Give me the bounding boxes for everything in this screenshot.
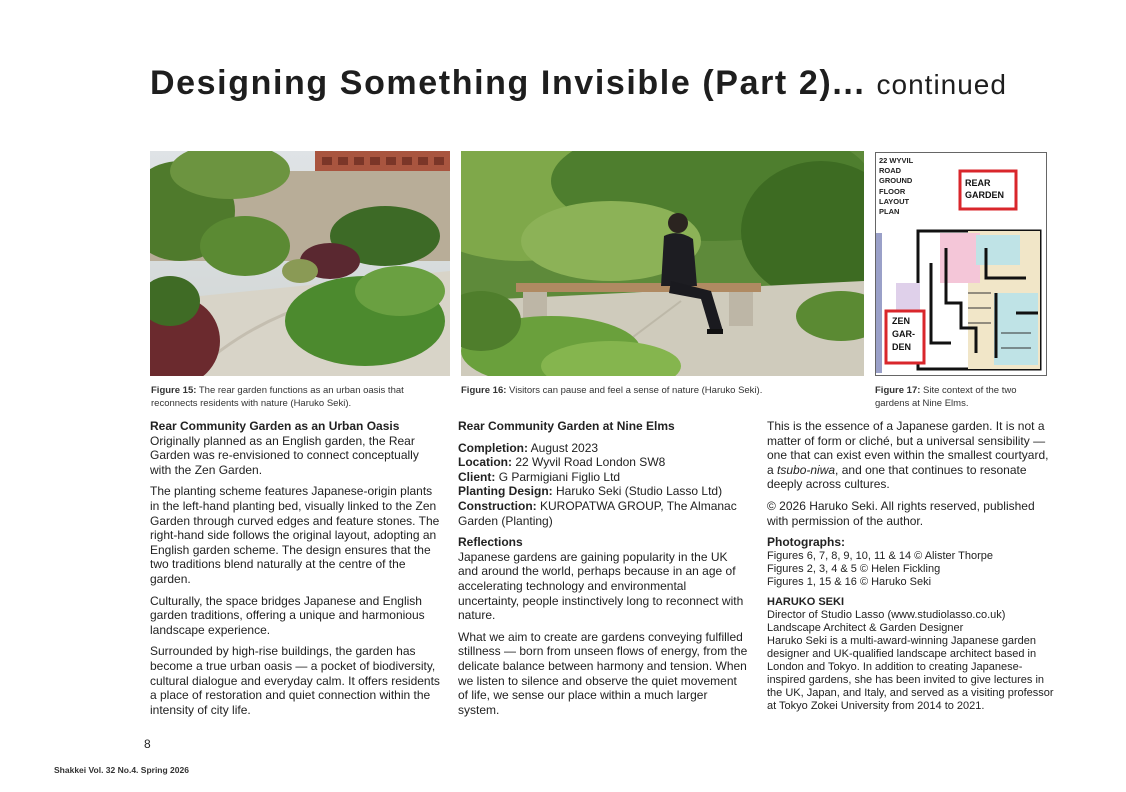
plan-title-line: GROUND <box>879 176 913 186</box>
author-name: HARUKO SEKI <box>767 595 845 608</box>
paragraph: Originally planned as an English garden, the Rear Garden was re-envisioned to connect conceptually with the Zen Garden. <box>150 433 419 477</box>
title-suffix: continued <box>876 69 1007 100</box>
figure-16-caption <box>461 385 861 398</box>
page-title <box>150 64 1007 103</box>
planting-row <box>458 484 748 499</box>
planting-label: Planting Design: <box>458 484 553 499</box>
location-value: 22 Wyvil Road London SW8 <box>515 455 666 470</box>
plan-title-line: ROAD <box>879 166 902 176</box>
photo-credit: Figures 2, 3, 4 & 5 © Helen Fickling <box>767 562 941 575</box>
author-bio: Haruko Seki is a multi-award-winning Japanese garden designer and UK-qualified landscape architect based in London and Tokyo. In addition to creating Japanese-inspired gardens, she has been invited to give lectures in the UK, Japan, and Italy, and served as a visiting professor at Tokyo Zokei University from 2014 to 2021. <box>767 634 1054 712</box>
construction-label: Construction: <box>458 498 537 513</box>
zen-garden-label-line: ZEN <box>892 316 910 326</box>
paragraph: Japanese gardens are gaining popularity in the UK and around the world, perhaps because in an age of accelerating technology and environmental uncertainty, people instinctively long to reconnect with nature. <box>458 549 744 623</box>
plan-title-line: PLAN <box>879 207 900 217</box>
paragraph: The planting scheme features Japanese-origin plants in the left-hand planting bed, visually linked to the Zen Garden through curved edges and feature stones. The right-hand side follows the original layout, adopting an English garden scheme. The design ensures that the two traditions blend naturally at the centre of the garden. <box>150 484 440 586</box>
photo-credit: Figures 1, 15 & 16 © Haruko Seki <box>767 575 932 588</box>
figure-15-text: The rear garden functions as an urban oasis that reconnects residents with nature (Haruko Seki). <box>151 385 404 409</box>
location-label: Location: <box>458 455 512 470</box>
zen-garden-label-line: DEN <box>892 342 912 352</box>
construction-value: KUROPATWA GROUP, The Almanac Garden (Planting) <box>458 498 737 528</box>
figure-16-text: Visitors can pause and feel a sense of nature (Haruko Seki). <box>509 385 763 396</box>
footer-issue: Shakkei Vol. 32 No.4. Spring 2026 <box>54 765 189 775</box>
column-3 <box>767 419 1057 713</box>
plan-title-line: 22 WYVIL <box>879 156 914 165</box>
paragraph: What we aim to create are gardens conveying fulfilled stillness — born from unseen flows of energy, from the delicate balance between harmony and tension. When we listen to silence and observe the quiet movement of life, we sense our place within a much larger system. <box>458 629 748 717</box>
completion-row <box>458 441 748 456</box>
photo-credit: Figures 6, 7, 8, 9, 10, 11 & 14 © Alister Thorpe <box>767 549 993 562</box>
rear-garden-photo <box>150 151 450 376</box>
completion-label: Completion: <box>458 440 528 455</box>
client-row <box>458 470 748 485</box>
site-plan <box>875 152 1047 376</box>
copyright-notice: © 2026 Haruko Seki. All rights reserved, published with permission of the author. <box>767 498 1035 528</box>
visitor-bench-photo <box>461 151 864 376</box>
paragraph: Surrounded by high-rise buildings, the garden has become a true urban oasis — a pocket of biodiversity, cultural dialogue and everyday calm. It offers residents a place of restoration and quiet connection within the intensity of city life. <box>150 644 440 717</box>
zen-garden-label <box>892 315 915 354</box>
paragraph: Culturally, the space bridges Japanese and English garden traditions, offering a unique and harmonious landscape experience. <box>150 593 425 637</box>
essence-text-b: , and one that continues to resonate deeply across cultures. <box>767 462 1027 492</box>
plan-title-line: FLOOR <box>879 186 906 196</box>
photographs-heading: Photographs: <box>767 535 845 550</box>
author-role: Director of Studio Lasso (www.studiolasso.co.uk) <box>767 608 1006 621</box>
figure-17-text: Site context of the two gardens at Nine Elms. <box>875 385 1017 409</box>
client-value: G Parmigiani Figlio Ltd <box>498 469 621 484</box>
rear-garden-label-line: REAR <box>965 178 991 188</box>
figure-16-label: Figure 16: <box>461 385 507 396</box>
title-main: Designing Something Invisible (Part 2)... <box>150 64 866 102</box>
figure-15-label: Figure 15: <box>151 385 197 396</box>
column-1 <box>150 419 440 724</box>
plan-title <box>879 156 913 217</box>
location-row <box>458 455 748 470</box>
page-number: 8 <box>144 737 151 751</box>
photo-credits <box>767 550 1057 589</box>
essence-paragraph <box>767 419 1057 492</box>
plan-title-line: LAYOUT <box>879 196 910 206</box>
reflections-heading: Reflections <box>458 535 523 550</box>
author-role: Landscape Architect & Garden Designer <box>767 621 964 634</box>
figure-15-caption <box>151 385 441 410</box>
client-label: Client: <box>458 469 496 484</box>
figure-17-label: Figure 17: <box>875 385 921 396</box>
column-2 <box>458 419 748 724</box>
figure-17-caption <box>875 385 1040 410</box>
construction-row <box>458 499 748 528</box>
planting-value: Haruko Seki (Studio Lasso Ltd) <box>556 484 723 499</box>
zen-garden-label-line: GAR- <box>892 329 915 339</box>
essence-text-a: This is the essence of a Japanese garden. It is not a matter of form or cliché, but a universal sensibility — one that can exist even within the smallest courtyard, a <box>767 419 1049 477</box>
section-heading: Rear Community Garden as an Urban Oasis <box>150 419 400 433</box>
rear-garden-label <box>965 177 1004 201</box>
completion-value: August 2023 <box>530 440 599 455</box>
project-heading: Rear Community Garden at Nine Elms <box>458 419 675 433</box>
essence-term: tsubo-niwa <box>777 462 836 477</box>
rear-garden-label-line: GARDEN <box>965 190 1005 200</box>
